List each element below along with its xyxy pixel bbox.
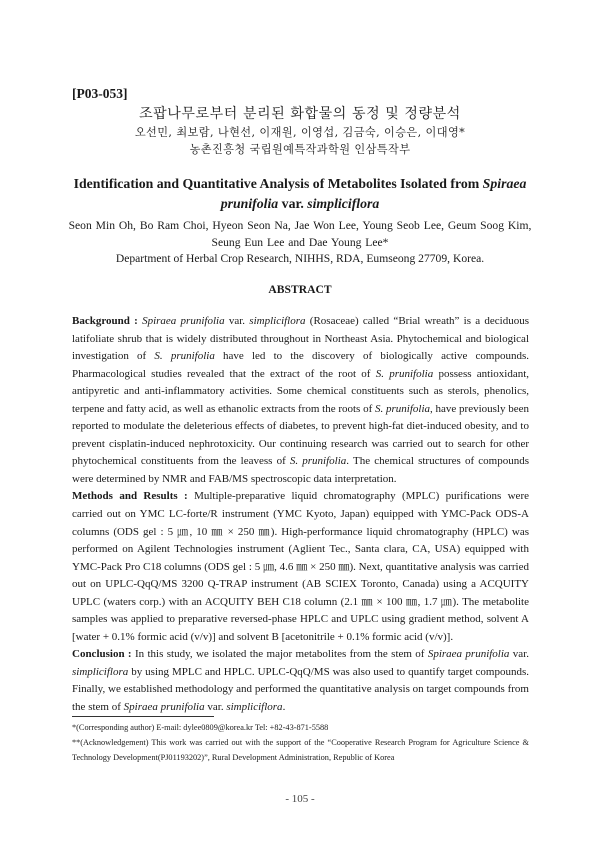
background-text: var.	[224, 315, 250, 327]
conclusion-text: In this study, we isolated the major metabolites from the stem of	[131, 648, 428, 661]
acknowledgement-note: **(Acknowledgement) This work was carried out with the support of the “Cooperative Research Program for Agriculture Science & Technology Development(PJ01193202)”, Rural Development Administration, Republic of Korea	[72, 738, 529, 762]
abstract-heading: ABSTRACT	[268, 283, 332, 296]
background-text: (Rosaceae) called “Brial wreath” is a deciduous latifoliate shrub that is widely distributed throughout in Northeast Asia. Phytochemical and biological investigation of	[72, 315, 529, 363]
variety-name: simpliciflora	[226, 701, 283, 714]
korean-title: 조팝나무로부터 분리된 화합물의 동정 및 정량분석	[139, 106, 461, 122]
poster-code: [P03-053]	[72, 86, 128, 101]
variety-name: simpliciflora	[249, 315, 306, 327]
background-text: possess antioxidant, antipyretic and anti-inflammatory activities. Some chemical constituents such as sterols, phenolics, terpene and fatty acid, as well as ethanolic extracts from the roots of	[72, 367, 530, 415]
conclusion-text: .	[282, 701, 286, 714]
abstract-body	[72, 313, 529, 717]
title-part-1: Identification and Quantitative Analysis of Metabolites Isolated from	[73, 176, 483, 191]
korean-affiliation: 농촌진흥청 국립원예특작과학원 인삼특작부	[189, 143, 411, 156]
species-name: S. prunifolia	[154, 350, 215, 363]
conclusion-text: var.	[509, 648, 529, 661]
conclusion-paragraph	[72, 646, 529, 716]
title-species: Spiraea prunifolia	[220, 176, 527, 211]
corresponding-author-note: *(Corresponding author) E-mail: dylee0809@korea.kr Tel: +82-43-871-5588	[72, 723, 329, 732]
species-name: Spiraea prunifolia	[123, 701, 205, 714]
conclusion-label: Conclusion :	[72, 648, 132, 661]
title-part-2: var.	[278, 196, 308, 211]
species-name: S. prunifolia	[289, 455, 347, 468]
background-label: Background :	[72, 315, 138, 327]
background-text: have led to the discovery of biologically active compounds. Pharmacological studies revealed that the extract of the root of	[72, 350, 529, 380]
species-name: Spiraea prunifolia	[427, 648, 510, 661]
title-variety: simpliciflora	[307, 196, 380, 211]
species-name: Spiraea prunifolia	[142, 315, 225, 327]
english-affiliation: Department of Herbal Crop Research, NIHHS, RDA, Eumseong 27709, Korea.	[115, 252, 485, 265]
species-name: S. prunifolia	[375, 367, 434, 380]
background-text: . The chemical structures of compounds were determined by NMR and FAB/MS spectroscopic data interpretation.	[72, 455, 529, 485]
page-number: - 105 -	[285, 793, 315, 805]
conclusion-text: by using MPLC and HPLC. UPLC-QqQ/MS was also used to quantify target compounds. Finally, we established methodology and performed the quantitative analysis on target compounds from the stem of	[72, 665, 529, 714]
species-name: S. prunifolia	[375, 402, 431, 415]
methods-label: Methods and Results :	[72, 490, 188, 503]
korean-authors: 오선민, 최보람, 나현선, 이재원, 이영섭, 김금숙, 이승은, 이대영*	[134, 126, 466, 139]
english-title	[60, 174, 540, 214]
variety-name: simpliciflora	[72, 665, 129, 678]
footnote-divider	[72, 716, 214, 717]
methods-paragraph	[72, 488, 529, 646]
english-authors: Seon Min Oh, Bo Ram Choi, Hyeon Seon Na, Jae Won Lee, Young Seob Lee, Geum Soog Kim, Seung Eun Lee and Dae Young Lee*	[68, 219, 532, 249]
background-text: , have previously been reported to modulate the deleterious effects of diabetes, to prevent high-fat diet-induced obesity, and to prevent cisplatin-induced nephrotoxicity. Our continuing research was carried out to search for other phytochemical constituents from the leavess of	[72, 402, 530, 468]
conclusion-text: var.	[204, 701, 227, 714]
footnotes	[72, 720, 529, 765]
methods-text: Multiple-preparative liquid chromatography (MPLC) purifications were carried out on YMC LC-forte/R instrument (YMC Kyoto, Japan) equipped with YMC-Pack ODS-A columns (ODS gel : 5 ㎛, 10 ㎜ × 250 ㎜). High-performance liquid chromatography (HPLC) was performed on Agilent Technologies instrument (Aglient Tec., Santa clara, CA, USA) equipped with YMC-Pack Pro C18 columns (ODS gel : 5 ㎛, 4.6 ㎜ × 250 ㎜). Next, quantitative analysis was carried out on UPLC-QqQ/MS 3200 Q-TRAP instrument (AB SCIEX Toronto, Canada) using a ACQUITY UPLC (waters corp.) with an ACQUITY BEH C18 column (2.1 ㎜ × 100 ㎜, 1.7 ㎛). The metabolite samples was applied to preparative reversed-phase HPLC and UPLC using gradient method, solvent A [water + 0.1% formic acid (v/v)] and solvent B [acetonitrile + 0.1% formic acid (v/v)].	[72, 490, 529, 643]
background-paragraph	[72, 313, 529, 488]
